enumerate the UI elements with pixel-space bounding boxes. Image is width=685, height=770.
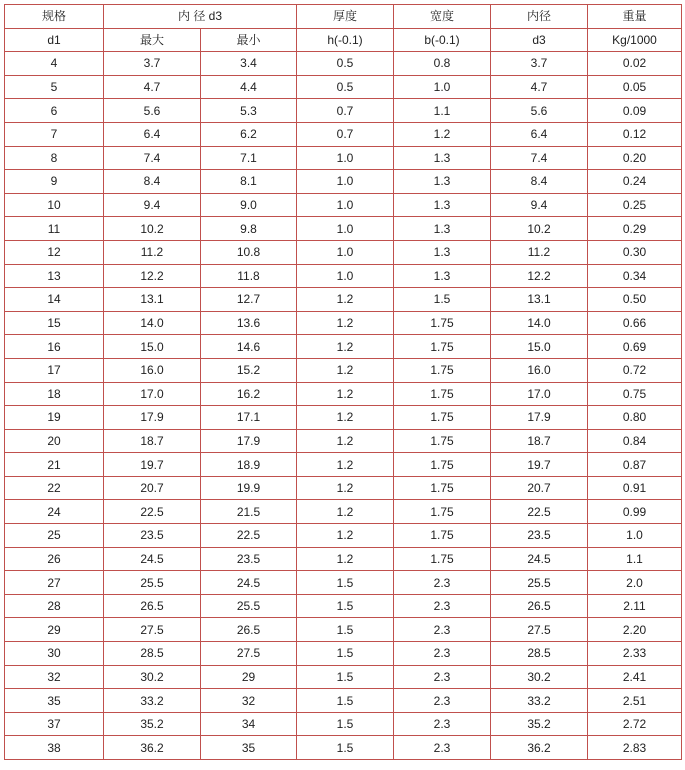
cell-max: 15.0 — [104, 335, 201, 359]
table-row — [5, 99, 682, 123]
cell-thickness: 1.2 — [297, 429, 394, 453]
cell-weight: 2.0 — [588, 571, 682, 595]
cell-spec: 16 — [5, 335, 104, 359]
table-row — [5, 547, 682, 571]
cell-inner: 25.5 — [491, 571, 588, 595]
cell-spec: 37 — [5, 712, 104, 736]
cell-weight: 2.72 — [588, 712, 682, 736]
cell-thickness: 1.2 — [297, 524, 394, 548]
cell-weight: 2.51 — [588, 689, 682, 713]
cell-spec: 24 — [5, 500, 104, 524]
cell-max: 20.7 — [104, 476, 201, 500]
spec-table-body — [5, 5, 682, 760]
cell-thickness: 0.5 — [297, 75, 394, 99]
header-width: 宽度 — [394, 5, 491, 29]
cell-thickness: 1.2 — [297, 453, 394, 477]
table-row — [5, 453, 682, 477]
cell-inner: 16.0 — [491, 358, 588, 382]
table-row — [5, 712, 682, 736]
cell-min: 9.8 — [201, 217, 297, 241]
cell-max: 8.4 — [104, 170, 201, 194]
cell-inner: 26.5 — [491, 594, 588, 618]
cell-width: 1.75 — [394, 524, 491, 548]
table-row — [5, 571, 682, 595]
cell-min: 12.7 — [201, 288, 297, 312]
cell-thickness: 1.0 — [297, 193, 394, 217]
cell-weight: 0.20 — [588, 146, 682, 170]
cell-min: 19.9 — [201, 476, 297, 500]
header-weight: 重量 — [588, 5, 682, 29]
cell-inner: 33.2 — [491, 689, 588, 713]
cell-weight: 1.1 — [588, 547, 682, 571]
cell-thickness: 1.5 — [297, 712, 394, 736]
cell-spec: 13 — [5, 264, 104, 288]
header-row-1 — [5, 5, 682, 29]
cell-spec: 25 — [5, 524, 104, 548]
cell-inner: 36.2 — [491, 736, 588, 760]
cell-max: 33.2 — [104, 689, 201, 713]
table-row — [5, 406, 682, 430]
cell-spec: 22 — [5, 476, 104, 500]
cell-min: 9.0 — [201, 193, 297, 217]
table-row — [5, 429, 682, 453]
cell-width: 1.2 — [394, 122, 491, 146]
cell-width: 1.75 — [394, 382, 491, 406]
cell-min: 15.2 — [201, 358, 297, 382]
cell-min: 8.1 — [201, 170, 297, 194]
cell-thickness: 1.2 — [297, 406, 394, 430]
cell-width: 1.3 — [394, 217, 491, 241]
cell-weight: 2.20 — [588, 618, 682, 642]
cell-min: 18.9 — [201, 453, 297, 477]
cell-width: 1.75 — [394, 406, 491, 430]
cell-inner: 30.2 — [491, 665, 588, 689]
cell-thickness: 0.7 — [297, 99, 394, 123]
cell-inner: 12.2 — [491, 264, 588, 288]
cell-spec: 18 — [5, 382, 104, 406]
cell-thickness: 1.5 — [297, 736, 394, 760]
cell-max: 30.2 — [104, 665, 201, 689]
cell-weight: 0.84 — [588, 429, 682, 453]
cell-spec: 29 — [5, 618, 104, 642]
spec-table — [4, 4, 682, 760]
cell-spec: 38 — [5, 736, 104, 760]
cell-width: 2.3 — [394, 571, 491, 595]
cell-spec: 20 — [5, 429, 104, 453]
cell-thickness: 1.0 — [297, 170, 394, 194]
cell-inner: 15.0 — [491, 335, 588, 359]
cell-weight: 2.33 — [588, 642, 682, 666]
cell-width: 1.3 — [394, 146, 491, 170]
cell-thickness: 1.2 — [297, 476, 394, 500]
cell-width: 1.75 — [394, 547, 491, 571]
cell-spec: 17 — [5, 358, 104, 382]
cell-min: 35 — [201, 736, 297, 760]
header-inner-diameter-group: 内 径 d3 — [104, 5, 297, 29]
cell-width: 1.3 — [394, 193, 491, 217]
cell-min: 25.5 — [201, 594, 297, 618]
cell-min: 5.3 — [201, 99, 297, 123]
table-row — [5, 618, 682, 642]
cell-width: 2.3 — [394, 736, 491, 760]
table-row — [5, 358, 682, 382]
cell-inner: 13.1 — [491, 288, 588, 312]
cell-min: 21.5 — [201, 500, 297, 524]
cell-width: 2.3 — [394, 594, 491, 618]
cell-thickness: 1.0 — [297, 146, 394, 170]
table-row — [5, 335, 682, 359]
cell-weight: 0.87 — [588, 453, 682, 477]
cell-weight: 0.25 — [588, 193, 682, 217]
cell-width: 1.3 — [394, 240, 491, 264]
cell-weight: 0.09 — [588, 99, 682, 123]
cell-thickness: 1.5 — [297, 665, 394, 689]
cell-min: 26.5 — [201, 618, 297, 642]
cell-min: 27.5 — [201, 642, 297, 666]
cell-spec: 28 — [5, 594, 104, 618]
cell-inner: 23.5 — [491, 524, 588, 548]
cell-weight: 0.29 — [588, 217, 682, 241]
cell-max: 11.2 — [104, 240, 201, 264]
cell-width: 1.75 — [394, 476, 491, 500]
cell-width: 2.3 — [394, 665, 491, 689]
cell-inner: 19.7 — [491, 453, 588, 477]
cell-width: 1.0 — [394, 75, 491, 99]
cell-weight: 0.99 — [588, 500, 682, 524]
cell-inner: 35.2 — [491, 712, 588, 736]
cell-max: 27.5 — [104, 618, 201, 642]
cell-min: 13.6 — [201, 311, 297, 335]
cell-inner: 5.6 — [491, 99, 588, 123]
table-row — [5, 122, 682, 146]
cell-spec: 6 — [5, 99, 104, 123]
cell-weight: 0.66 — [588, 311, 682, 335]
cell-max: 19.7 — [104, 453, 201, 477]
cell-max: 16.0 — [104, 358, 201, 382]
cell-weight: 0.69 — [588, 335, 682, 359]
cell-max: 6.4 — [104, 122, 201, 146]
cell-weight: 1.0 — [588, 524, 682, 548]
cell-inner: 6.4 — [491, 122, 588, 146]
cell-max: 17.9 — [104, 406, 201, 430]
cell-width: 1.5 — [394, 288, 491, 312]
cell-thickness: 1.0 — [297, 217, 394, 241]
cell-thickness: 1.5 — [297, 642, 394, 666]
cell-spec: 19 — [5, 406, 104, 430]
header-thickness: 厚度 — [297, 5, 394, 29]
cell-width: 1.75 — [394, 335, 491, 359]
cell-min: 16.2 — [201, 382, 297, 406]
cell-thickness: 1.0 — [297, 240, 394, 264]
cell-max: 13.1 — [104, 288, 201, 312]
cell-weight: 2.83 — [588, 736, 682, 760]
cell-max: 23.5 — [104, 524, 201, 548]
cell-width: 1.75 — [394, 453, 491, 477]
table-row — [5, 642, 682, 666]
cell-weight: 2.41 — [588, 665, 682, 689]
cell-min: 7.1 — [201, 146, 297, 170]
cell-min: 24.5 — [201, 571, 297, 595]
cell-weight: 0.72 — [588, 358, 682, 382]
cell-spec: 12 — [5, 240, 104, 264]
cell-max: 9.4 — [104, 193, 201, 217]
cell-spec: 26 — [5, 547, 104, 571]
cell-thickness: 1.2 — [297, 288, 394, 312]
cell-width: 1.3 — [394, 264, 491, 288]
cell-max: 18.7 — [104, 429, 201, 453]
cell-spec: 21 — [5, 453, 104, 477]
table-row — [5, 240, 682, 264]
header-h: h(-0.1) — [297, 28, 394, 52]
cell-max: 26.5 — [104, 594, 201, 618]
cell-spec: 4 — [5, 52, 104, 76]
cell-spec: 10 — [5, 193, 104, 217]
table-row — [5, 264, 682, 288]
cell-width: 2.3 — [394, 618, 491, 642]
cell-min: 32 — [201, 689, 297, 713]
cell-spec: 7 — [5, 122, 104, 146]
header-unit: Kg/1000 — [588, 28, 682, 52]
cell-inner: 17.9 — [491, 406, 588, 430]
cell-width: 1.75 — [394, 500, 491, 524]
table-row — [5, 594, 682, 618]
table-row — [5, 217, 682, 241]
cell-inner: 14.0 — [491, 311, 588, 335]
cell-max: 3.7 — [104, 52, 201, 76]
cell-inner: 20.7 — [491, 476, 588, 500]
cell-spec: 14 — [5, 288, 104, 312]
cell-width: 1.1 — [394, 99, 491, 123]
header-max: 最大 — [104, 28, 201, 52]
cell-inner: 11.2 — [491, 240, 588, 264]
table-row — [5, 75, 682, 99]
cell-inner: 27.5 — [491, 618, 588, 642]
cell-width: 2.3 — [394, 689, 491, 713]
cell-width: 1.3 — [394, 170, 491, 194]
cell-max: 14.0 — [104, 311, 201, 335]
table-row — [5, 311, 682, 335]
cell-min: 23.5 — [201, 547, 297, 571]
cell-thickness: 1.2 — [297, 311, 394, 335]
cell-min: 29 — [201, 665, 297, 689]
cell-max: 24.5 — [104, 547, 201, 571]
cell-thickness: 1.5 — [297, 618, 394, 642]
header-b: b(-0.1) — [394, 28, 491, 52]
header-min: 最小 — [201, 28, 297, 52]
cell-thickness: 1.2 — [297, 335, 394, 359]
cell-thickness: 0.7 — [297, 122, 394, 146]
cell-max: 4.7 — [104, 75, 201, 99]
cell-thickness: 1.5 — [297, 594, 394, 618]
cell-max: 5.6 — [104, 99, 201, 123]
table-row — [5, 736, 682, 760]
cell-thickness: 1.2 — [297, 358, 394, 382]
header-d1: d1 — [5, 28, 104, 52]
cell-spec: 15 — [5, 311, 104, 335]
cell-spec: 8 — [5, 146, 104, 170]
cell-min: 6.2 — [201, 122, 297, 146]
cell-weight: 0.75 — [588, 382, 682, 406]
cell-min: 11.8 — [201, 264, 297, 288]
cell-max: 17.0 — [104, 382, 201, 406]
cell-inner: 3.7 — [491, 52, 588, 76]
table-row — [5, 288, 682, 312]
cell-width: 1.75 — [394, 311, 491, 335]
table-row — [5, 500, 682, 524]
cell-max: 22.5 — [104, 500, 201, 524]
cell-min: 17.1 — [201, 406, 297, 430]
table-row — [5, 146, 682, 170]
header-row-2 — [5, 28, 682, 52]
table-row — [5, 193, 682, 217]
cell-max: 36.2 — [104, 736, 201, 760]
cell-max: 7.4 — [104, 146, 201, 170]
cell-min: 17.9 — [201, 429, 297, 453]
cell-max: 10.2 — [104, 217, 201, 241]
cell-thickness: 1.5 — [297, 571, 394, 595]
table-row — [5, 382, 682, 406]
cell-min: 22.5 — [201, 524, 297, 548]
cell-width: 0.8 — [394, 52, 491, 76]
cell-min: 10.8 — [201, 240, 297, 264]
header-inner: 内径 — [491, 5, 588, 29]
cell-weight: 0.12 — [588, 122, 682, 146]
cell-weight: 2.11 — [588, 594, 682, 618]
cell-thickness: 1.0 — [297, 264, 394, 288]
cell-inner: 18.7 — [491, 429, 588, 453]
header-spec: 规格 — [5, 5, 104, 29]
cell-min: 14.6 — [201, 335, 297, 359]
cell-inner: 7.4 — [491, 146, 588, 170]
cell-inner: 8.4 — [491, 170, 588, 194]
table-row — [5, 524, 682, 548]
cell-inner: 28.5 — [491, 642, 588, 666]
cell-spec: 35 — [5, 689, 104, 713]
cell-weight: 0.34 — [588, 264, 682, 288]
cell-width: 2.3 — [394, 712, 491, 736]
cell-thickness: 0.5 — [297, 52, 394, 76]
table-row — [5, 689, 682, 713]
cell-min: 34 — [201, 712, 297, 736]
cell-inner: 17.0 — [491, 382, 588, 406]
cell-weight: 0.80 — [588, 406, 682, 430]
cell-width: 2.3 — [394, 642, 491, 666]
cell-inner: 9.4 — [491, 193, 588, 217]
cell-max: 28.5 — [104, 642, 201, 666]
cell-weight: 0.24 — [588, 170, 682, 194]
cell-spec: 30 — [5, 642, 104, 666]
cell-min: 3.4 — [201, 52, 297, 76]
cell-weight: 0.50 — [588, 288, 682, 312]
cell-max: 35.2 — [104, 712, 201, 736]
cell-spec: 32 — [5, 665, 104, 689]
cell-thickness: 1.2 — [297, 547, 394, 571]
cell-thickness: 1.2 — [297, 382, 394, 406]
cell-weight: 0.91 — [588, 476, 682, 500]
cell-spec: 5 — [5, 75, 104, 99]
cell-inner: 24.5 — [491, 547, 588, 571]
cell-thickness: 1.2 — [297, 500, 394, 524]
cell-weight: 0.02 — [588, 52, 682, 76]
spec-table-container — [4, 4, 682, 760]
cell-spec: 11 — [5, 217, 104, 241]
cell-inner: 4.7 — [491, 75, 588, 99]
cell-weight: 0.30 — [588, 240, 682, 264]
cell-max: 12.2 — [104, 264, 201, 288]
cell-min: 4.4 — [201, 75, 297, 99]
table-row — [5, 476, 682, 500]
cell-spec: 9 — [5, 170, 104, 194]
cell-thickness: 1.5 — [297, 689, 394, 713]
table-row — [5, 52, 682, 76]
cell-width: 1.75 — [394, 429, 491, 453]
header-d3: d3 — [491, 28, 588, 52]
cell-weight: 0.05 — [588, 75, 682, 99]
cell-max: 25.5 — [104, 571, 201, 595]
cell-width: 1.75 — [394, 358, 491, 382]
table-row — [5, 665, 682, 689]
cell-spec: 27 — [5, 571, 104, 595]
cell-inner: 10.2 — [491, 217, 588, 241]
cell-inner: 22.5 — [491, 500, 588, 524]
table-row — [5, 170, 682, 194]
